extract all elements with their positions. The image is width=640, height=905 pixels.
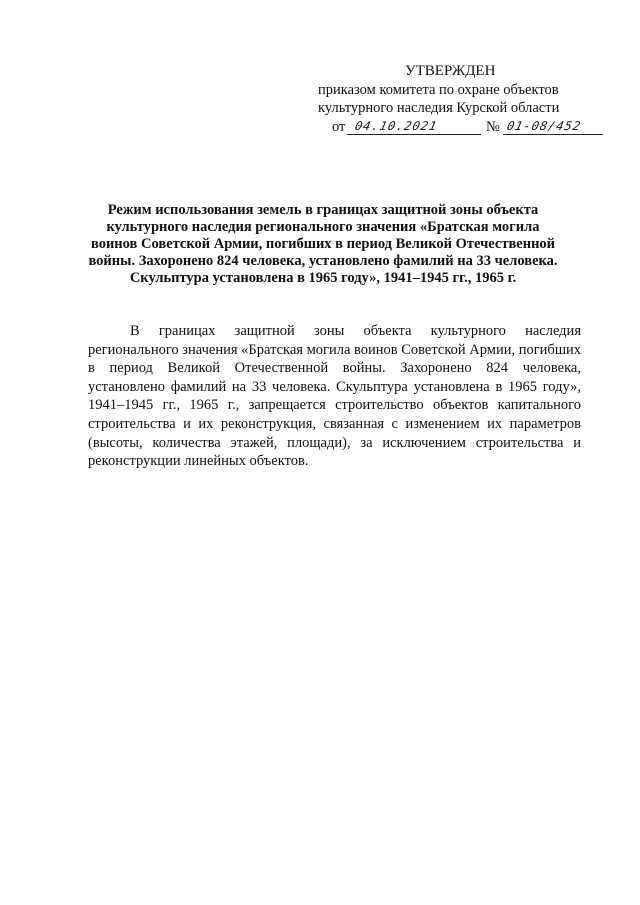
approval-committee-line: культурного наследия Курской области [318, 100, 560, 116]
document-body-paragraph: В границах защитной зоны объекта культурного наследия регионального значения «Братская могила воинов Советской Армии, погибших в период Великой Отечественной войны. Захоронено 824 человека, установлено фамилий на 33 человека. Скульптура установлена в 1965 году», 1941–1945 гг., 1965 г., запрещается строительство объектов капитального строительства и их реконструкция, связанная с изменением их параметров (высоты, количества этажей, площади), за исключением строительства и реконструкции линейных объектов. [88, 323, 581, 470]
approval-order-line: приказом комитета по охране объектов [318, 81, 559, 98]
document-title: Режим использования земель в границах защитной зоны объекта культурного наследия регионального значения «Братская могила воинов Советской Армии, погибших в период Великой Отечественной войны. Захоронено 824 человека, установлено фамилий на 33 человека. Скульптура установлена в 1965 году», 1941–1945 гг., 1965 г. [88, 202, 558, 286]
number-fill-line [503, 118, 603, 135]
date-fill-line [347, 118, 481, 135]
approval-stamp-block [318, 62, 618, 137]
date-prefix: от [332, 118, 346, 135]
handwritten-date: 04.10.2021 [353, 118, 439, 133]
handwritten-number: 01-08/452 [505, 118, 583, 133]
number-prefix: № [486, 118, 500, 135]
approval-date-number-row [318, 118, 618, 137]
approval-heading: УТВЕРЖДЕН [405, 63, 496, 79]
